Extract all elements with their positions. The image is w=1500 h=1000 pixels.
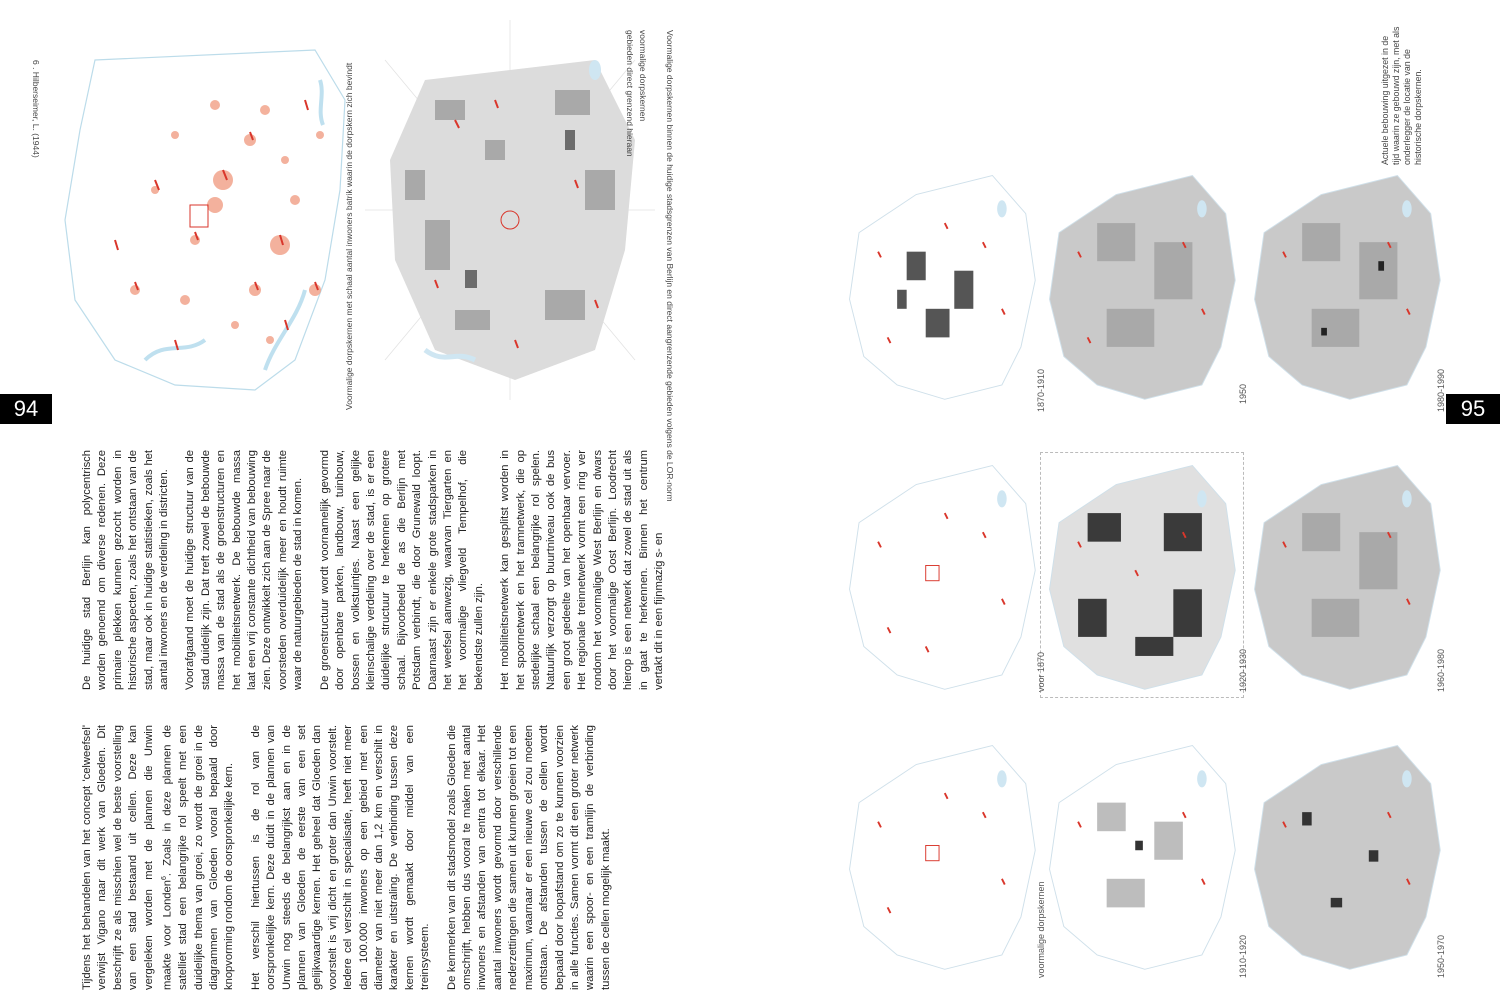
map-1950-1970 (1245, 735, 1445, 975)
body-2-paragraph-1: Tijdens het behandelen van het concept 'celweefsel' verwijst Vigano naar dit werk van Gloeden. Dit beschrijft ze als misschien wel de beste voorstelling van een stad bestaand uit cellen. Deze kan vergeleken worden met de plannen die Unwin maakte voor Londen$^6$. Zoals in deze plannen de satelliet stad een belangrijke rol speelt met een duidelijke thema van groei, zo wordt de groei in de diagrammen van Gloeden vooral bepaald door knopvorming rondom de oorspronkelijke kern. (81, 725, 236, 990)
body-1-paragraph-3: De groenstructuur wordt voornamelijk gevormd door openbare parken, landbouw, tuinbouw, bossen en volkstuintjes. Naast een gelijke kleinschalige verdeling over de stad, is er een duidelijke structuur te herkennen op grotere schaal. Bijvoorbeeld de as die Berlijn met Potsdam verbindt, die door Grunewald loopt. Daarnaast zijn er enkele grote stadsparken in het weefsel aanwezig, waarvan Tiergarten en het voormalige vliegveld Tempelhof, die bekendste zullen zijn. (318, 450, 485, 690)
map-voormalige-dorpskernen (840, 735, 1040, 975)
caption-map-top-2b-line2: gebieden direct grenzend hieraan (625, 30, 635, 157)
label-1870-1910: 1870-1910 (1036, 368, 1046, 412)
body-text-column-1 (80, 450, 670, 690)
footnote: 6 . Hilberseimer, L. (1944) (31, 60, 41, 158)
map-1960-1980 (1245, 455, 1445, 695)
map-voor-1870 (840, 455, 1040, 695)
page-number-right: 95 (1446, 394, 1500, 424)
label-1960-1980: 1960-1980 (1436, 648, 1446, 692)
side-note: Actuele bebouwing uitgezet in de tijd waarin ze gebouwd zijn, met als onderlegger de locatie van de historische dorpskernen. (1380, 26, 1423, 165)
label-voor-1870: voor 1870 (1036, 651, 1046, 692)
map-population-circles (55, 40, 355, 400)
map-1870-1910 (840, 165, 1040, 405)
label-1920-1930: 1920-1930 (1238, 648, 1248, 692)
label-1950: 1950 (1238, 383, 1248, 404)
body-1-paragraph-4: Het mobiliteitsnetwerk kan gesplitst worden in het spoornetwerk en het tramnetwerk, die op stedelijke schaal een belangrijke rol spelen. Natuurlijk verzorgt op buurtniveau ook de bus een groot gedeelte van het openbaar vervoer. Het regionale treinnetwerk vormt een ring ver rondom het voormalige West Berlijn en dwars door het voormalige Oost Berlijn. Loodrecht hierop is een netwerk dat zowel de stad uit als in gaat te herkennen. Binnen het centrum vertakt dit in een fijnmazig s- en (499, 450, 666, 690)
map-1980-1990 (1245, 165, 1445, 405)
body-1-paragraph-2: Voorafgaand moet de huidige structuur van de stad duidelijk zijn. Dat treft zowel de bebouwde massa van de stad als de groenstructuren en het mobiliteitsnetwerk. De bebouwde massa laat een vrij constante dichtheid van bebouwing zien. Deze ontwikkelt zich aan de Spree naar de voorsteden overduidelijk meer en houdt ruimte waar de natuurgebieden de stad in komen. (184, 450, 305, 690)
label-voormalige-dorpskernen: voormalige dorpskernen (1036, 881, 1046, 978)
map-1950 (1040, 165, 1240, 405)
body-2-paragraph-3: De kenmerken van dit stadsmodel zoals Gloeden die omschrijft, hebben dus vooral te maken met aantal inwoners en afstanden van centra tot elkaar. Het aantal inwoners wordt gevormd door verschillende nederzettingen die samen uit kunnen groeien tot een maximum, waarnaar er een nieuwe cel zou moeten ontstaan. De afstanden tussen de cellen wordt bepaald door loopafstand om zo te kunnen voorzien in alle functies. Samen vormt dit een groter netwerk waarin een spoor- en een tramlijn de verbinding tussen de cellen mogelijk maakt. (445, 725, 612, 990)
map-1910-1920 (1040, 735, 1240, 975)
caption-map-top-1: Voormalige dorpskernen met schaal aantal inwoners batrik waarin de dorpskern zich bevindt (344, 62, 354, 410)
label-1910-1920: 1910-1920 (1238, 934, 1248, 978)
map-built-mass (365, 20, 655, 400)
body-2-paragraph-2: Het verschil hiertussen is de rol van de oorspronkelijke kern. Deze duidt in de plannen van Unwin nog steeds de belangrijkst aan en in de plannen van Gloeden de eerste van een set gelijkwaardige kernen. Het geheel dat Gloeden dan voorstelt is vrij dicht en groter dan Unwin voorstelt. Iedere cel verschilt in specialisatie, heeft niet meer dan 100.000 inwoners op een gebied met een diameter van niet meer dan 1,2 km en verschilt in karakter en uitstraling. De verbinding tussen deze kernen wordt gemaakt door middel van een treinsysteem. (249, 725, 432, 990)
caption-map-top-2a: Voormalige dorpskernen binnen de huidige stadsgrenzen van Berlijn en direct aangrenzende gebieden volgens de LOR-norm (665, 30, 675, 502)
map-1920-1930 (1040, 455, 1240, 695)
body-1-paragraph-1: De huidige stad Berlijn kan polycentrisch worden genoemd om diverse redenen. Deze primaire plekken kunnen gezocht worden in historische aspecten, zoals het ontstaan van de stad, maar ook in huidige statistieken, zoals het aantal inwoners en de verdeling in districten. (81, 450, 171, 690)
label-1980-1990: 1980-1990 (1436, 368, 1446, 412)
label-1950-1970: 1950-1970 (1436, 934, 1446, 978)
page-number-left: 94 (0, 394, 52, 424)
caption-map-top-2b-line1: voormalige dorpskernen (638, 30, 648, 122)
body-text-column-2 (80, 725, 640, 990)
